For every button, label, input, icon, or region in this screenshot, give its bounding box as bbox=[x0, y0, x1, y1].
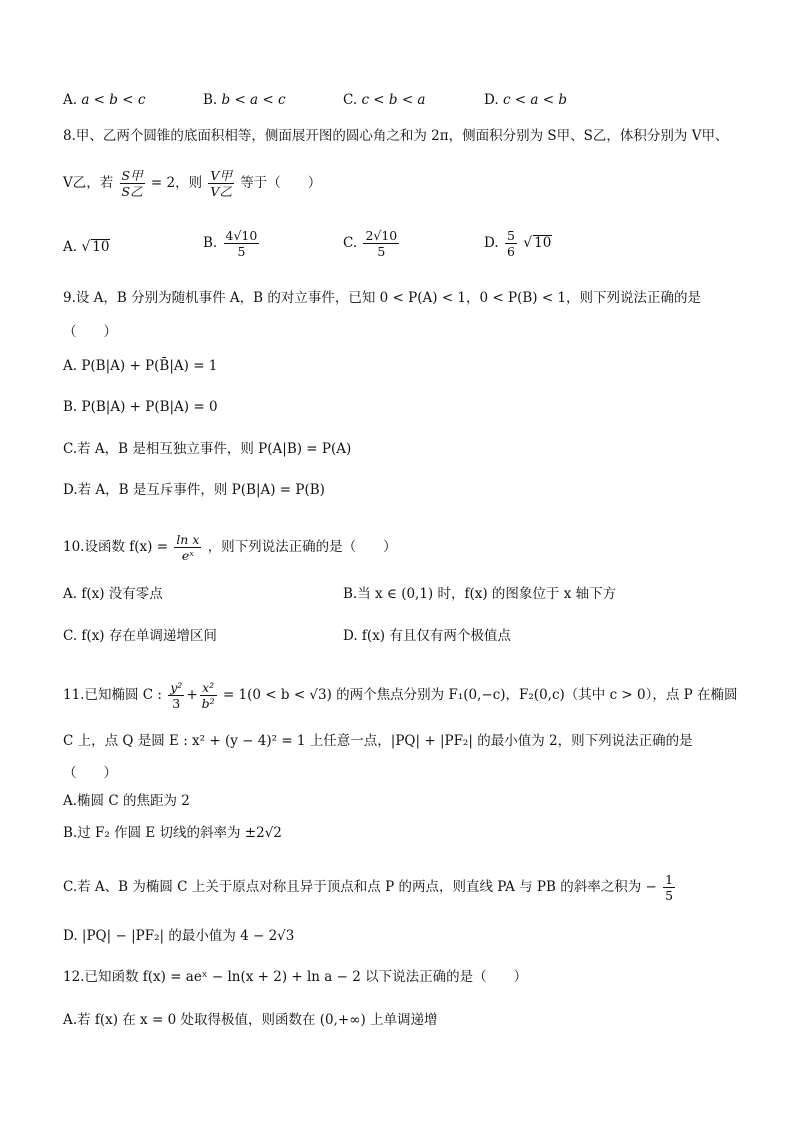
q8-stem-line2: V乙，若 $\frac{\text{S甲}}{\text{S乙}}$ = 2，则 $\frac{\text{V甲}}{\text{V乙}}$ 等于（ ） bbox=[63, 168, 322, 199]
q10-fraction: $\frac{\text{ln x}}{\text{eˣ}}$ bbox=[176, 532, 200, 563]
q8-s-fraction: $\frac{\text{S甲}}{\text{S乙}}$ bbox=[121, 168, 143, 199]
q8-v-fraction: $\frac{\text{V甲}}{\text{V乙}}$ bbox=[210, 168, 232, 199]
q8-option-b[interactable]: B. $\frac{4√10}{5}$ bbox=[203, 228, 258, 259]
q9-stem-line1: 9.设 A，B 分别为随机事件 A，B 的对立事件，已知 0 < P(A) < 1，0 < P(B) < 1，则下列说法正确的是 bbox=[63, 290, 702, 306]
q7-option-a[interactable]: A. a < b < c bbox=[63, 92, 146, 108]
q12-stem: 12.已知函数 f(x) = aeˣ − ln(x + 2) + ln a − 2 以下说法正确的是（ ） bbox=[63, 969, 528, 985]
q10-option-d[interactable]: D. f(x) 有且仅有两个极值点 bbox=[343, 628, 511, 644]
q10-option-a[interactable]: A. f(x) 没有零点 bbox=[63, 586, 163, 602]
q11-stem-line1: 11.已知椭圆 C : $\frac{\text{y²}}{3}$ + $\frac{\text{x²}}{\text{b²}}$ = 1(0 < b < √3) 的两个焦点分别为 F₁(0,−c)，F₂(0,c)（其中 c > 0），点 P 在椭圆 bbox=[63, 680, 738, 711]
q11-stem-line2: C 上，点 Q 是圆 E : x² + (y − 4)² = 1 上任意一点，|PQ| + |PF₂| 的最小值为 2，则下列说法正确的是 bbox=[63, 733, 693, 749]
q9-stem-line2: （ ） bbox=[63, 324, 117, 340]
q10-option-c[interactable]: C. f(x) 存在单调递增区间 bbox=[63, 628, 217, 644]
q7-option-d[interactable]: D. c < a < b bbox=[484, 92, 567, 108]
q10-stem: 10.设函数 f(x) = $\frac{\text{ln x}}{\text{eˣ}}$ ，则下列说法正确的是（ ） bbox=[63, 532, 397, 563]
q10-option-b[interactable]: B.当 x ∈ (0,1) 时，f(x) 的图象位于 x 轴下方 bbox=[343, 586, 617, 602]
q8-stem-line1: 8.甲、乙两个圆锥的底面积相等，侧面展开图的圆心角之和为 2π，侧面积分别为 S甲、S乙，体积分别为 V甲、 bbox=[63, 128, 729, 144]
q7-option-b[interactable]: B. b < a < c bbox=[203, 92, 286, 108]
q9-option-a[interactable]: A. P(B|A) + P(B̄|A) = 1 bbox=[63, 358, 218, 374]
q8-option-d[interactable]: D. $\frac{5}{6}$ √ 10 bbox=[484, 228, 552, 259]
q9-option-d[interactable]: D.若 A，B 是互斥事件，则 P(B|A) = P(B) bbox=[63, 482, 325, 498]
q9-option-b[interactable]: B. P(B|A) + P(B|A) = 0 bbox=[63, 399, 218, 415]
q7-option-c[interactable]: C. c < b < a bbox=[343, 92, 426, 108]
q8-option-c[interactable]: C. $\frac{2√10}{5}$ bbox=[343, 228, 398, 259]
q11-option-d[interactable]: D. |PQ| − |PF₂| 的最小值为 4 − 2√3 bbox=[63, 928, 295, 944]
q8-option-a[interactable]: A. √ 10 bbox=[63, 239, 110, 255]
q11-option-a[interactable]: A.椭圆 C 的焦距为 2 bbox=[63, 793, 190, 809]
q11-stem-line3: （ ） bbox=[63, 765, 117, 781]
q9-option-c[interactable]: C.若 A，B 是相互独立事件，则 P(A|B) = P(A) bbox=[63, 441, 352, 457]
q12-option-a[interactable]: A.若 f(x) 在 x = 0 处取得极值，则函数在 (0,+∞) 上单调递增 bbox=[63, 1012, 438, 1028]
q11-option-b[interactable]: B.过 F₂ 作圆 E 切线的斜率为 ±2√2 bbox=[63, 825, 282, 841]
q11-option-c[interactable]: C.若 A、B 为椭圆 C 上关于原点对称且异于顶点和点 P 的两点，则直线 PA 与 PB 的斜率之积为 − $\frac{1}{5}$ bbox=[63, 872, 674, 903]
